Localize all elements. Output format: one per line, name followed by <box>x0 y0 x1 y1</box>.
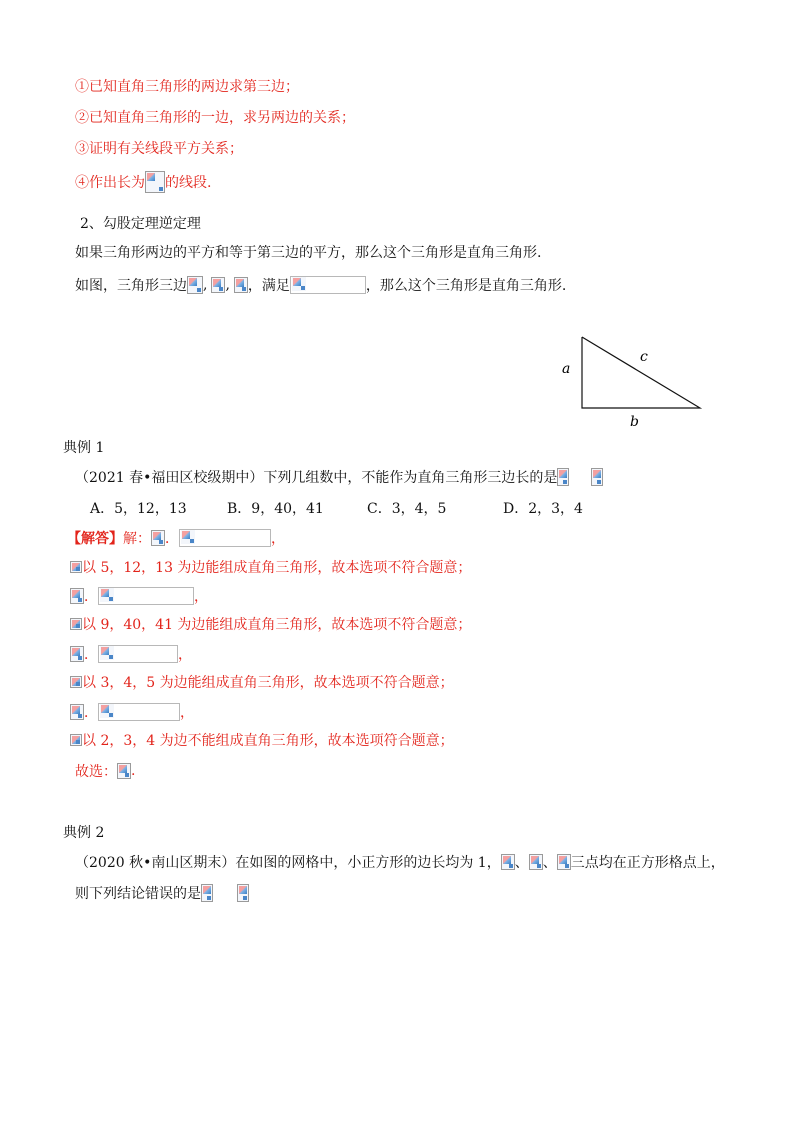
reason-text: 以 2，3，4 为边不能组成直角三角形，故本选项符合题意； <box>82 733 454 749</box>
example-1-question <box>75 466 603 488</box>
formula-image-icon <box>557 854 571 870</box>
formula-image-icon <box>70 676 82 688</box>
comma: ， <box>194 589 208 605</box>
list-item-1 <box>75 75 299 97</box>
answer-line <box>67 527 285 549</box>
formula-image-icon <box>151 530 165 546</box>
figure-text: ，那么这个三角形是直角三角形. <box>365 278 567 294</box>
formula-image-icon <box>211 277 225 293</box>
example-1-title <box>63 436 104 458</box>
list-item-4 <box>75 168 211 196</box>
label-a: a <box>562 361 571 377</box>
formula-image-icon <box>145 171 165 193</box>
comma: ， <box>271 531 285 547</box>
answer-reason-4 <box>70 729 454 751</box>
list-item-text: ②已知直角三角形的一边，求另两边的关系； <box>75 110 355 126</box>
figure-text: 如图，三角形三边 <box>75 278 187 294</box>
option-d: D．2，3，4 <box>503 501 583 517</box>
formula-image-icon <box>529 854 543 870</box>
formula-image-icon <box>100 704 114 718</box>
formula-image-icon <box>70 734 82 746</box>
comma: , <box>225 277 230 293</box>
separator: 、 <box>514 855 529 871</box>
equation-image-box <box>290 276 366 294</box>
option-c: C．3，4，5 <box>367 501 447 517</box>
option-b: B．9，40，41 <box>227 501 324 517</box>
formula-image-icon <box>292 277 306 291</box>
reason-text: 以 5，12，13 为边能组成直角三角形，故本选项不符合题意； <box>82 560 472 576</box>
reason-text: 以 3，4，5 为边能组成直角三角形，故本选项不符合题意； <box>82 675 454 691</box>
title-text: 典例 1 <box>63 440 105 456</box>
formula-image-icon <box>70 618 82 630</box>
formula-image-icon <box>557 468 569 486</box>
answer-calc-3 <box>70 643 192 665</box>
answer-calc-2 <box>70 585 208 607</box>
label-c: c <box>640 349 648 365</box>
triangle-outline <box>582 337 700 408</box>
list-item-text: ③证明有关线段平方关系； <box>75 141 243 157</box>
question-text: （2021 春•福田区校级期中）下列几组数中，不能作为直角三角形三边长的是 <box>75 470 558 486</box>
separator: ． <box>165 531 179 547</box>
label-b: b <box>630 414 639 430</box>
answer-label: 【解答】 <box>67 531 123 547</box>
formula-image-icon <box>501 854 515 870</box>
separator: 、 <box>542 855 557 871</box>
example-2-question-line-1 <box>75 851 725 873</box>
choice-label: 故选： <box>75 764 117 780</box>
example-1-options <box>0 497 800 519</box>
theorem-statement <box>75 241 541 263</box>
formula-image-icon <box>234 277 248 293</box>
formula-image-icon <box>100 588 114 602</box>
formula-image-icon <box>70 704 84 720</box>
example-2-title <box>63 821 104 843</box>
comma: ， <box>178 647 192 663</box>
section-heading <box>80 212 201 234</box>
equation-image-box <box>179 529 271 547</box>
period: . <box>131 763 136 779</box>
example-2-question-line-2 <box>75 882 249 904</box>
formula-image-icon <box>70 646 84 662</box>
answer-reason-1 <box>70 556 471 578</box>
comma: ， <box>180 705 194 721</box>
comma: , <box>203 277 208 293</box>
list-item-text: ④作出长为 <box>75 175 145 191</box>
question-text: 则下列结论错误的是 <box>75 886 201 902</box>
statement-text: 如果三角形两边的平方和等于第三边的平方，那么这个三角形是直角三角形. <box>75 245 542 261</box>
question-text: （2020 秋•南山区期末）在如图的网格中，小正方形的边长均为 1， <box>75 855 501 871</box>
question-text: 三点均在正方形格点上， <box>570 855 725 871</box>
formula-image-icon <box>237 884 249 902</box>
option-a: A．5，12，13 <box>90 501 187 517</box>
equation-image-box <box>98 703 180 721</box>
answer-calc-4 <box>70 701 194 723</box>
figure-text: ，满足 <box>247 278 290 294</box>
formula-image-icon <box>201 884 213 902</box>
reason-text: 以 9，40，41 为边能组成直角三角形，故本选项不符合题意； <box>82 617 472 633</box>
formula-image-icon <box>70 588 84 604</box>
formula-image-icon <box>591 468 603 486</box>
answer-choice <box>75 760 135 782</box>
formula-image-icon <box>70 561 82 573</box>
list-item-3 <box>75 137 243 159</box>
answer-prefix: 解： <box>123 531 151 547</box>
formula-image-icon <box>117 763 131 779</box>
list-item-text: ①已知直角三角形的两边求第三边； <box>75 79 299 95</box>
formula-image-icon <box>187 276 203 294</box>
separator: ． <box>84 647 98 663</box>
equation-image-box <box>98 645 178 663</box>
separator: ． <box>84 705 98 721</box>
list-item-2 <box>75 106 355 128</box>
formula-image-icon <box>181 530 195 544</box>
figure-description <box>75 274 566 296</box>
heading-text: 2、勾股定理逆定理 <box>80 216 201 232</box>
list-item-text: 的线段. <box>165 175 212 191</box>
separator: ． <box>84 589 98 605</box>
answer-reason-3 <box>70 671 454 693</box>
answer-reason-2 <box>70 613 471 635</box>
title-text: 典例 2 <box>63 825 105 841</box>
right-triangle-figure <box>550 325 720 435</box>
formula-image-icon <box>100 646 114 660</box>
equation-image-box <box>98 587 194 605</box>
